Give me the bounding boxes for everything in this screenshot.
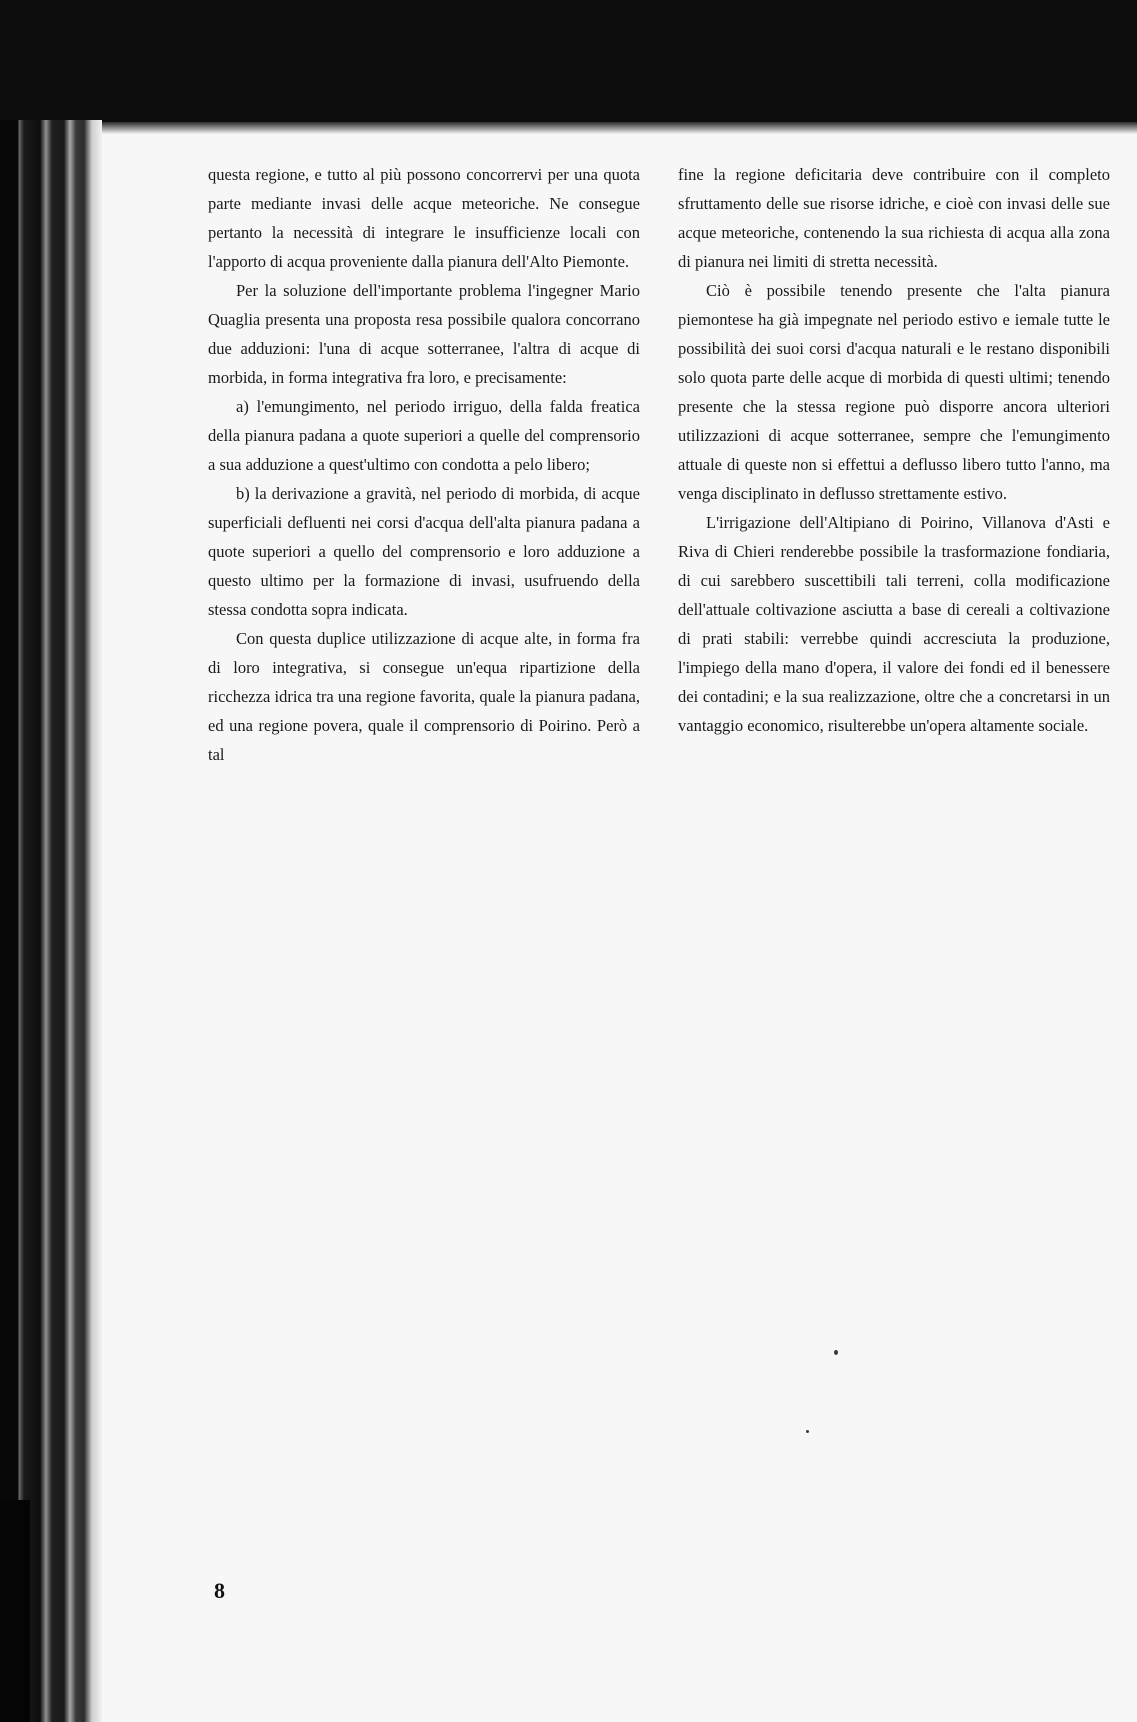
list-item-b: b) la derivazione a gravità, nel periodo di morbida, di acque superficiali defluenti nei corsi d'acqua dell'alta pianura padana a quote superiori a quello del comprensorio e loro adduzione a questo ultimo per la formazione di invasi, usufruendo della stessa condotta sopra indicata. <box>208 484 640 619</box>
paragraph: Per la soluzione dell'importante problema l'ingegner Mario Quaglia presenta una proposta resa possibile qualora concorrano due adduzioni: l'una di acque sotterranee, l'altra di acque di morbida, in forma integrativa fra loro, e precisamente: <box>208 281 640 387</box>
page-number: 8 <box>214 1578 225 1603</box>
paragraph: Con questa duplice utilizzazione di acque alte, in forma fra di loro integrativa, si consegue un'equa ripartizione della ricchezza idrica tra una regione favorita, quale la pianura padana, ed una regione povera, quale il comprensorio di Poirino. Però a tal <box>208 629 640 764</box>
list-item-a: a) l'emungimento, nel periodo irriguo, della falda freatica della pianura padana a quote superiori a quelle del comprensorio a sua adduzione a quest'ultimo con condotta a pelo libero; <box>208 397 640 474</box>
paragraph: L'irrigazione dell'Altipiano di Poirino, Villanova d'Asti e Riva di Chieri renderebbe possibile la trasformazione fondiaria, di cui sarebbero suscettibili tali terreni, colla modificazione dell'attuale coltivazione asciutta a base di cereali a coltivazione di prati stabili: verrebbe quindi accresciuta la produzione, l'impiego della mano d'opera, il valore dei fondi ed il benessere dei contadini; e la sua realizzazione, oltre che a concretarsi in un vantaggio economico, risulterebbe un'opera altamente sociale. <box>678 513 1110 735</box>
paragraph: fine la regione deficitaria deve contribuire con il completo sfruttamento delle sue risorse idriche, e cioè con invasi delle sue acque meteoriche, contenendo la sua richiesta di acqua alla zona di pianura nei limiti di stretta necessità. <box>678 165 1110 271</box>
scan-speck <box>806 1430 809 1433</box>
scan-speck <box>834 1350 838 1355</box>
scan-top-border <box>0 0 1137 122</box>
paragraph: Ciò è possibile tenendo presente che l'alta pianura piemontese ha già impegnate nel periodo estivo e iemale tutte le possibilità dei suoi corsi d'acqua naturali e le restano disponibili solo quota parte delle acque di morbida di questi ultimi; tenendo presente che la stessa regione può disporre ancora ulteriori utilizzazioni di acque sotterranee, sempre che l'emungimento attuale di queste non si effettui a deflusso libero tutto l'anno, ma venga disciplinato in deflusso strettamente estivo. <box>678 281 1110 503</box>
text-column-left <box>208 160 640 769</box>
scan-binding-edge <box>0 120 102 1722</box>
scan-top-shadow <box>0 122 1137 134</box>
paragraph: questa regione, e tutto al più possono concorrervi per una quota parte mediante invasi delle acque meteoriche. Ne consegue pertanto la necessità di integrare le insufficienze locali con l'apporto di acqua proveniente dalla pianura dell'Alto Piemonte. <box>208 165 640 271</box>
text-column-right <box>678 160 1110 740</box>
scan-binding-edge-lower <box>0 1500 30 1722</box>
